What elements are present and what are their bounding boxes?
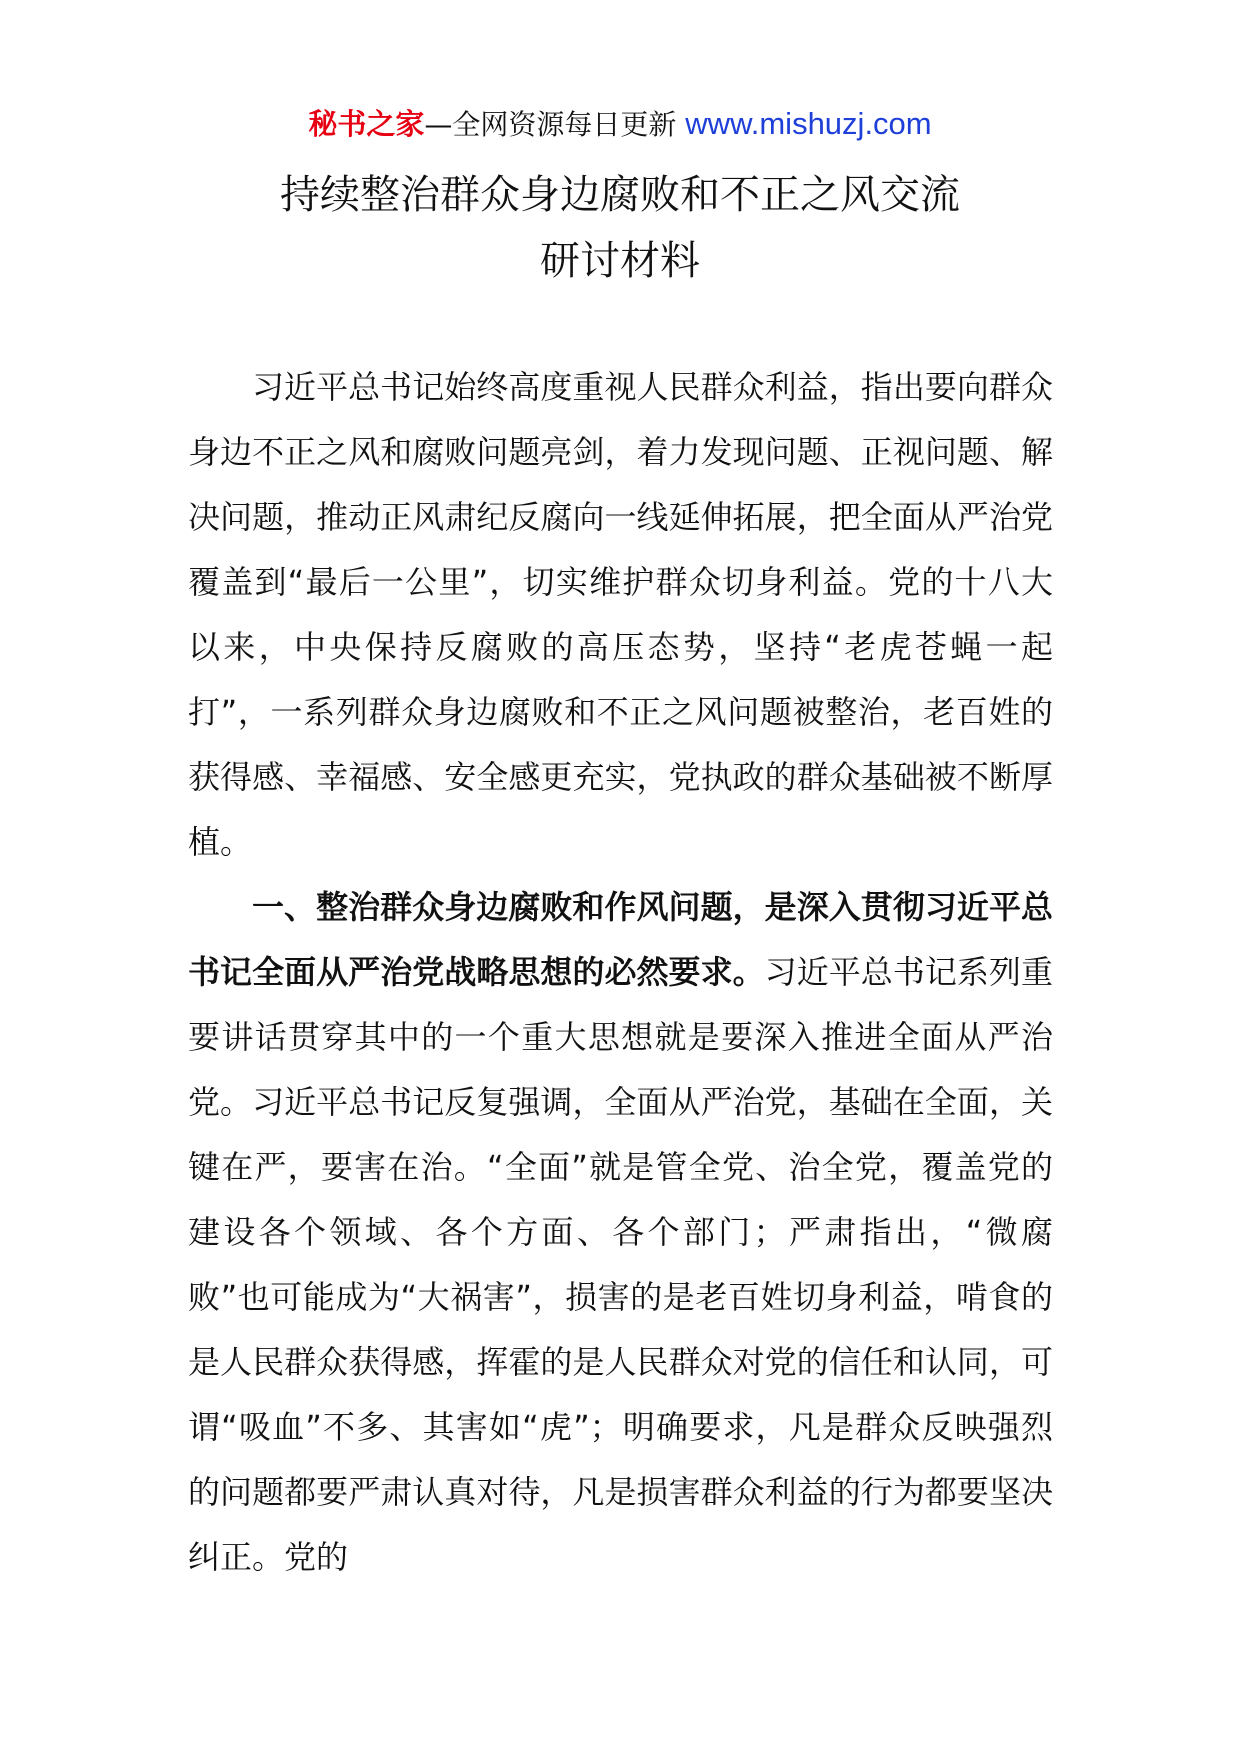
- document-title: [0, 162, 1240, 294]
- document-body: [188, 355, 1053, 1590]
- site-header: [0, 102, 1240, 147]
- paragraph-section-1: [188, 875, 1053, 1590]
- title-line-2: 研讨材料: [540, 238, 700, 284]
- paragraph-intro-text: 习近平总书记始终高度重视人民群众利益，指出要向群众身边不正之风和腐败问题亮剑，着力发现问题、正视问题、解决问题，推动正风肃纪反腐向一线延伸拓展，把全面从严治党覆盖到“最后一公里”，切实维护群众切身利益。党的十八大以来，中央保持反腐败的高压态势，坚持“老虎苍蝇一起打”，一系列群众身边腐败和不正之风问题被整治，老百姓的获得感、幸福感、安全感更充实，党执政的群众基础被不断厚植。: [188, 368, 1053, 861]
- header-tagline: —全网资源每日更新: [424, 108, 686, 141]
- section-1-text: 习近平总书记系列重要讲话贯穿其中的一个重大思想就是要深入推进全面从严治党。习近平总书记反复强调，全面从严治党，基础在全面，关键在严，要害在治。“全面”就是管全党、治全党，覆盖党的建设各个领域、各个方面、各个部门；严肃指出，“微腐败”也可能成为“大祸害”，损害的是老百姓切身利益，啃食的是人民群众获得感，挥霍的是人民群众对党的信任和认同，可谓“吸血”不多、其害如“虎”；明确要求，凡是群众反映强烈的问题都要严肃认真对待，凡是损害群众利益的行为都要坚决纠正。党的: [188, 953, 1053, 1576]
- site-url-link[interactable]: www.mishuzj.com: [685, 106, 932, 141]
- brand-name: 秘书之家: [308, 107, 425, 141]
- section-1-heading: 一、整治群众身边腐败和作风问题，是深入贯彻习近平总书记全面从严治党战略思想的必然要求。: [188, 888, 1053, 991]
- title-line-1: 持续整治群众身边腐败和不正之风交流: [280, 172, 960, 218]
- paragraph-intro: [188, 355, 1053, 875]
